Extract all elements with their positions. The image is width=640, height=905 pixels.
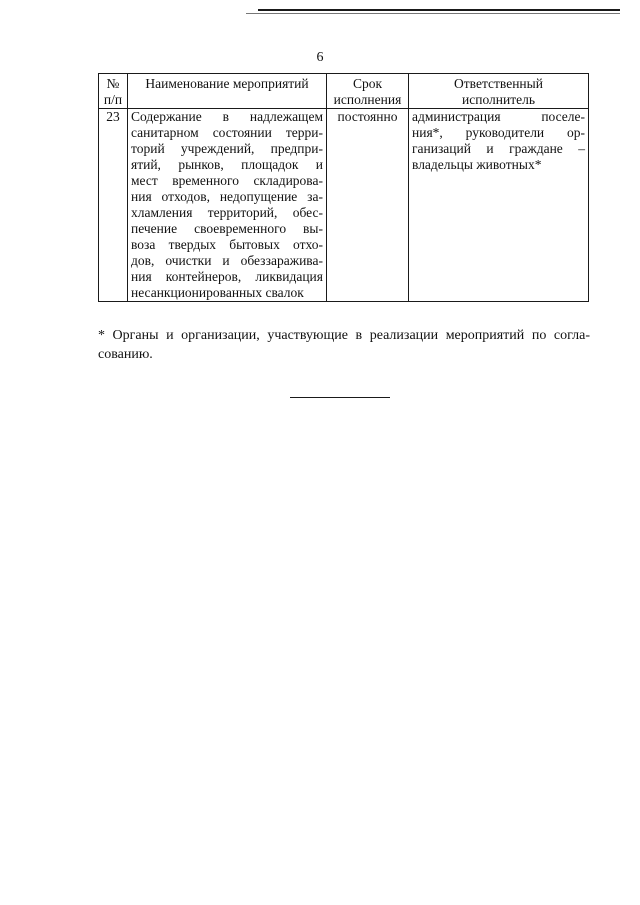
measure-name-line: Содержание в надлежащем xyxy=(131,109,323,124)
header-name-line: Наименование мероприятий xyxy=(145,76,309,91)
header-responsible-line: исполнитель xyxy=(462,92,535,107)
header-term-line: Срок xyxy=(352,76,383,91)
header-term-line: исполнения xyxy=(333,92,402,107)
table-row xyxy=(99,109,589,302)
measure-name-line: дов, очистки и обеззаражива- xyxy=(131,253,323,268)
header-number xyxy=(99,74,128,109)
responsible-line: ганизаций и граждане – xyxy=(412,141,585,156)
measure-name-line: воза твердых бытовых отхо- xyxy=(131,237,323,252)
footnote-line: * Органы и организации, участвующие в реализации мероприятий по согла- xyxy=(98,328,590,343)
row-measure-name xyxy=(128,109,327,302)
measure-name-line: санитарном состоянии терри- xyxy=(131,125,323,140)
top-edge-rule xyxy=(258,9,620,11)
header-number-line: № xyxy=(106,76,120,91)
header-responsible-line: Ответственный xyxy=(454,76,543,91)
header-responsible xyxy=(409,74,589,109)
measure-name-line: мест временного складирова- xyxy=(131,173,323,188)
responsible-line: ния*, руководители ор- xyxy=(412,125,585,140)
row-term: постоянно xyxy=(327,109,409,302)
page-number: 6 xyxy=(316,50,324,65)
row-responsible xyxy=(409,109,589,302)
header-term xyxy=(327,74,409,109)
top-edge-rule-thin xyxy=(246,13,620,14)
measure-name-line: печение своевременного вы- xyxy=(131,221,323,236)
responsible-line: администрация поселе- xyxy=(412,109,585,124)
measure-name-line: несанкционированных свалок xyxy=(131,285,304,300)
measure-name-line: ния контейнеров, ликвидация xyxy=(131,269,323,284)
footnote xyxy=(98,326,590,364)
measures-table xyxy=(98,73,589,302)
header-name xyxy=(128,74,327,109)
measure-name-line: ния отходов, недопущение за- xyxy=(131,189,323,204)
responsible-line: владельцы животных* xyxy=(412,157,542,172)
footnote-line: сованию. xyxy=(98,347,153,362)
measure-name-line: торий учреждений, предпри- xyxy=(131,141,323,156)
end-of-document-rule xyxy=(290,397,390,398)
table-header-row xyxy=(99,74,589,109)
header-number-line: п/п xyxy=(103,92,123,107)
row-number: 23 xyxy=(99,109,128,302)
measure-name-line: хламления территорий, обес- xyxy=(131,205,323,220)
measure-name-line: ятий, рынков, площадок и xyxy=(131,157,323,172)
